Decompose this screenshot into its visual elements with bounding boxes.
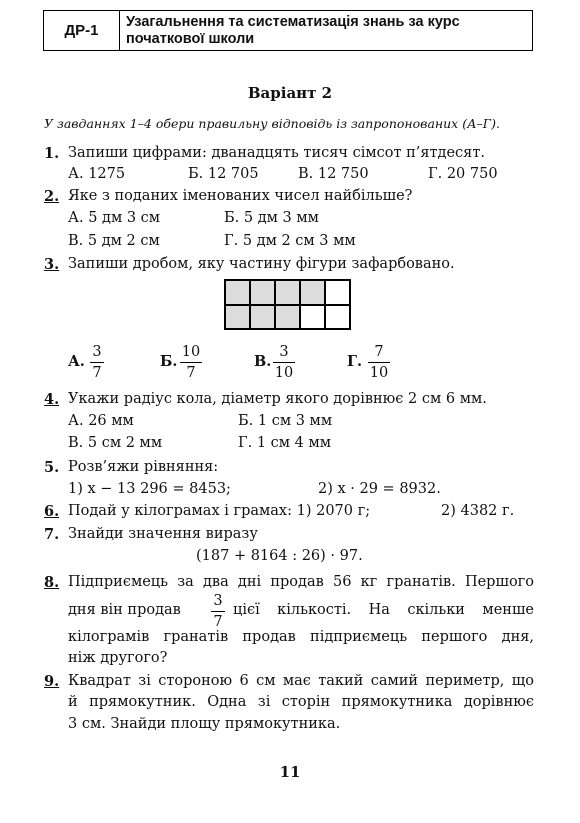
grid-cell-empty [325, 305, 350, 330]
task-1-text: Запиши цифрами: дванадцять тисяч сімсот п’ятдесят. [68, 145, 485, 161]
grid-cell-empty [300, 305, 325, 330]
task-1-option-d: Г. 20 750 [428, 166, 498, 182]
task-3-option-a-label: А. [68, 353, 85, 370]
task-1-option-c: В. 12 750 [298, 166, 369, 182]
fraction-denominator: 7 [186, 365, 196, 381]
task-3-option-c-label: В. [254, 353, 272, 370]
work-title-line1: Узагальнення та систематизація знань за курс [126, 14, 460, 30]
fraction-bar [211, 611, 225, 612]
task-3-option-b-fraction [180, 343, 202, 382]
task-5-equation-1: 1) x − 13 296 = 8453; [68, 481, 231, 497]
fraction-bar [90, 362, 104, 363]
task-8-line-3: кілограмів гранатів продав підприємець першого дня, [68, 629, 534, 645]
fraction-bar [273, 362, 295, 363]
task-1-option-a: А. 1275 [68, 166, 126, 182]
task-3-text: Запиши дробом, яку частину фігури зафарбовано. [68, 256, 455, 272]
task-4-option-a: А. 26 мм [68, 413, 134, 429]
instruction: У завданнях 1–4 обери правильну відповідь із запропонованих (А–Г). [44, 116, 500, 131]
task-4-text: Укажи радіус кола, діаметр якого дорівнює 2 см 6 мм. [68, 391, 487, 407]
grid-cell-shaded [250, 280, 275, 305]
task-8-line-2b: цієї кількості. На скільки менше [233, 602, 534, 618]
task-6-part-2: 2) 4382 г. [441, 503, 515, 519]
variant-title: Варіант 2 [247, 84, 333, 102]
task-5-number: 5. [44, 459, 60, 476]
task-7-number: 7. [44, 526, 60, 543]
task-3-option-a-fraction [90, 343, 104, 382]
work-title-line2: початкової школи [126, 31, 255, 47]
work-title [120, 11, 532, 50]
grid-cell-empty [325, 280, 350, 305]
task-8-fraction [211, 592, 225, 631]
fraction-numerator: 3 [92, 344, 102, 360]
task-8-line-4: ніж другого? [68, 650, 168, 666]
task-5-equation-2: 2) x · 29 = 8932. [318, 481, 441, 497]
task-2-text: Яке з поданих іменованих чисел найбільше? [68, 188, 413, 204]
work-code: ДР-1 [44, 11, 120, 50]
fraction-numerator: 10 [181, 344, 201, 360]
grid-cell-shaded [250, 305, 275, 330]
fraction-denominator: 10 [369, 365, 389, 381]
grid-cell-shaded [225, 305, 250, 330]
task-3-number: 3. [44, 256, 60, 273]
grid-cell-shaded [275, 280, 300, 305]
task-3-option-b-label: Б. [160, 353, 178, 370]
fraction-numerator: 7 [374, 344, 384, 360]
fraction-numerator: 3 [279, 344, 289, 360]
task-4-number: 4. [44, 391, 60, 408]
grid-cell-shaded [275, 305, 300, 330]
fraction-denominator: 7 [213, 614, 223, 630]
task-7-expression: (187 + 8164 : 26) · 97. [196, 548, 363, 564]
fraction-bar [180, 362, 202, 363]
fraction-numerator: 3 [213, 593, 223, 609]
task-2-option-b: Б. 5 дм 3 мм [224, 210, 319, 226]
task-8-line-1: Підприємець за два дні продав 56 кг гранатів. Першого [68, 574, 534, 590]
task-5-text: Розв’яжи рівняння: [68, 459, 219, 475]
task-7-text: Знайди значення виразу [68, 526, 258, 542]
task-4-option-c: В. 5 см 2 мм [68, 435, 163, 451]
task-3-option-c-fraction [273, 343, 295, 382]
task-8-line-2a: дня він продав [68, 602, 181, 618]
task-8-number: 8. [44, 574, 60, 591]
task-2-option-c: В. 5 дм 2 см [68, 233, 160, 249]
fraction-bar [368, 362, 390, 363]
shaded-figure-grid [224, 279, 351, 330]
task-1-number: 1. [44, 145, 60, 162]
fraction-denominator: 10 [274, 365, 294, 381]
task-9-number: 9. [44, 673, 60, 690]
task-6-number: 6. [44, 503, 60, 520]
task-9-line-2: й прямокутник. Одна зі сторін прямокутника дорівнює [68, 694, 534, 710]
fraction-denominator: 7 [92, 365, 102, 381]
task-1-option-b: Б. 12 705 [188, 166, 259, 182]
task-4-option-b: Б. 1 см 3 мм [238, 413, 333, 429]
task-6-text: Подай у кілограмах і грамах: 1) 2070 г; [68, 503, 371, 519]
task-3-option-d-fraction [368, 343, 390, 382]
page-number: 11 [279, 763, 301, 781]
task-2-option-a: А. 5 дм 3 см [68, 210, 161, 226]
grid-cell-shaded [300, 280, 325, 305]
header-box [43, 10, 533, 51]
task-2-option-d: Г. 5 дм 2 см 3 мм [224, 233, 356, 249]
grid-cell-shaded [225, 280, 250, 305]
task-9-line-1: Квадрат зі стороною 6 см має такий самий периметр, що [68, 673, 534, 689]
task-9-line-3: 3 см. Знайди площу прямокутника. [68, 716, 341, 732]
task-3-option-d-label: Г. [347, 353, 363, 370]
task-2-number: 2. [44, 188, 60, 205]
task-4-option-d: Г. 1 см 4 мм [238, 435, 332, 451]
